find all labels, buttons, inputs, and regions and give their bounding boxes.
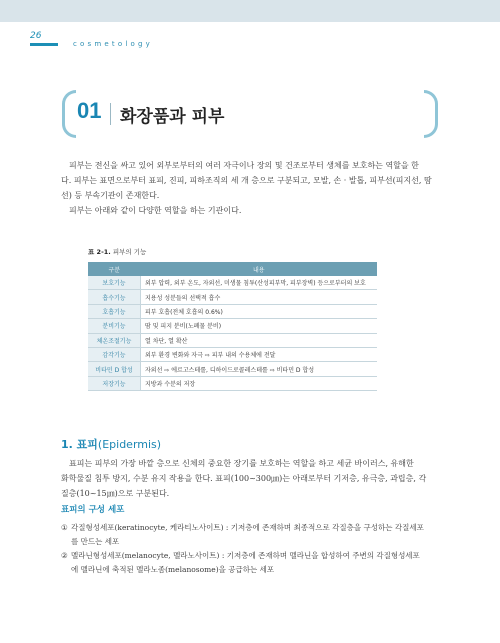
table-cell-content: 지방과 수분의 저장 [141,376,378,390]
table-cell-category: 흡수기능 [88,290,141,304]
list-item [61,549,443,577]
table-row [88,333,377,347]
table-header-content: 내용 [141,262,378,276]
top-band [0,0,500,22]
epidermis-line: 화학물질 침투 방지, 수분 유지 작용을 한다. 표피(100~300㎛)는 아래로부터 기저층, 유극층, 과립층, 각 [61,474,427,483]
skin-function-table [88,262,377,391]
bracket-left-decoration [62,90,76,138]
table-caption [88,247,146,256]
table-caption-text: 피부의 기능 [112,248,147,256]
intro-line: 선) 등 부속기관이 존재한다. [61,191,160,200]
subsection-title: 표피의 구성 세포 [61,505,125,515]
table-row [88,304,377,318]
cell-list [61,521,443,577]
table-header-category: 구분 [88,262,141,276]
table-header-row [88,262,377,276]
table-cell-category: 체온조절기능 [88,333,141,347]
table-row [88,319,377,333]
chapter-heading [62,90,438,138]
table-cell-category: 감각기능 [88,347,141,361]
list-text-continued: 에 멜라닌에 축적된 멜라노좀(melanosome)을 공급하는 세포 [71,565,275,574]
table-cell-content: 열 차단, 열 확산 [141,333,378,347]
list-text-continued: 를 만드는 세포 [71,537,120,546]
table-cell-category: 보호기능 [88,276,141,290]
epidermis-line: 표피는 피부의 가장 바깥 층으로 신체의 중요한 장기를 보호하는 역할을 하고 세균 바이러스, 유해한 [69,459,414,468]
intro-line: 피부는 아래와 같이 다양한 역할을 하는 기관이다. [69,206,242,215]
list-number: ① [61,523,68,532]
table-cell-content: 외부 환경 변화와 자극 ⇨ 피부 내의 수용체에 전달 [141,347,378,361]
intro-line: 다. 피부는 표면으로부터 표피, 진피, 피하조직의 세 개 층으로 구분되고, 모발, 손 · 발톱, 피부선(피지선, 땀 [61,176,432,185]
header-accent-rule [30,43,58,46]
list-item [61,521,443,549]
section-title-text: 1. 표피 [61,438,98,451]
section-title-english: (Epidermis) [97,438,162,451]
table-cell-content: 지용성 성분들의 선택적 흡수 [141,290,378,304]
table-cell-content: 외부 압력, 외부 온도, 자외선, 미생물 침투(산성피부막, 피부장벽) 등으로부터의 보호 [141,276,378,290]
bracket-right-decoration [424,90,438,138]
chapter-divider [110,103,111,125]
chapter-title: 화장품과 피부 [120,107,225,127]
list-text: 멜라닌형성세포(melanocyte, 멜라노사이트) : 기저층에 존재하며 멜라닌을 합성하여 주변의 각질형성세포 [71,551,420,560]
page-number: 26 [30,31,42,41]
intro-line: 피부는 전신을 싸고 있어 외부로부터의 여러 자극이나 장의 및 건조로부터 생체를 보호하는 역할을 한 [69,161,419,170]
list-number: ② [61,551,68,560]
epidermis-paragraph [61,456,443,501]
table-row [88,276,377,290]
chapter-number: 01 [77,98,102,123]
table-cell-category: 호흡기능 [88,304,141,318]
table-row [88,376,377,390]
table-cell-category: 분비기능 [88,319,141,333]
table-row [88,362,377,376]
table-cell-content: 땀 및 피지 분비(노폐물 분비) [141,319,378,333]
table-row [88,347,377,361]
table-cell-category: 저장기능 [88,376,141,390]
section-title [61,436,161,452]
table-row [88,290,377,304]
table-caption-number: 표 2-1. [88,248,111,256]
table-cell-category: 비타민 D 합성 [88,362,141,376]
list-text: 각질형성세포(keratinocyte, 케라티노사이트) : 기저층에 존재하며 최종적으로 각질층을 구성하는 각질세포 [71,523,424,532]
intro-paragraph [61,158,443,218]
epidermis-line: 질층(10~15㎛)으로 구분된다. [61,489,170,498]
running-title: cosmetology [73,40,153,48]
table-cell-content: 피부 호흡(전체 호흡의 0.6%) [141,304,378,318]
table-cell-content: 자외선 ⇨ 에르고스테롤, 디하이드로콜레스테롤 ⇨ 비타민 D 합성 [141,362,378,376]
